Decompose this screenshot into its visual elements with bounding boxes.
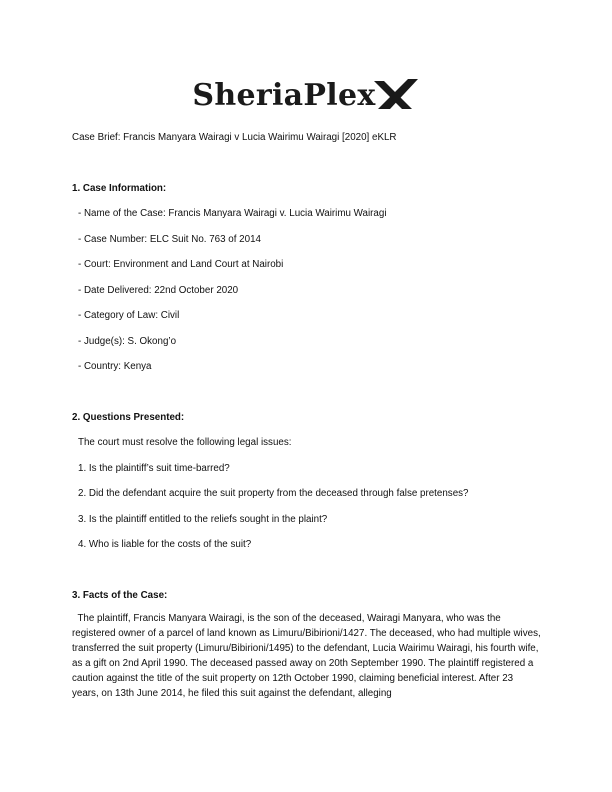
section-heading-questions-presented: 2. Questions Presented:: [72, 412, 185, 423]
section-heading-case-information: 1. Case Information:: [72, 183, 167, 194]
section-heading-facts: 3. Facts of the Case:: [72, 590, 168, 601]
case-info-item: - Name of the Case: Francis Manyara Wairagi v. Lucia Wairimu Wairagi: [78, 208, 387, 219]
facts-paragraph-text: The plaintiff, Francis Manyara Wairagi, is the son of the deceased, Wairagi Manyara, who was the registered owner of a parcel of land known as Limuru/Bibirioni/1427. The deceased, who had multiple wives, transferred the suit property (Limuru/Bibirioni/1495) to the defendant, Lucia Wairimu Wairagi, his fourth wife, as a gift on 2nd April 1990. The deceased passed away on 20th September 1990. The plaintiff registered a caution against the title of the suit property on 12th October 1990, claiming beneficial interest. After 23 years, on 13th June 2014, he filed this suit against the defendant, alleging: [72, 613, 541, 699]
facts-paragraph: [72, 611, 542, 701]
sheriaplex-logo: [0, 78, 612, 114]
case-info-item: - Court: Environment and Land Court at Nairobi: [78, 259, 284, 270]
logo-wordmark: SheriaPlex: [192, 78, 376, 113]
document-title: Case Brief: Francis Manyara Wairagi v Lucia Wairimu Wairagi [2020] eKLR: [72, 132, 397, 143]
question-item: 1. Is the plaintiff’s suit time-barred?: [78, 463, 230, 474]
case-info-item: - Category of Law: Civil: [78, 310, 180, 321]
case-info-item: - Country: Kenya: [78, 361, 152, 372]
logo-x-mark-icon: [372, 79, 420, 111]
question-item: 4. Who is liable for the costs of the suit?: [78, 539, 252, 550]
case-info-item: - Case Number: ELC Suit No. 763 of 2014: [78, 234, 261, 245]
case-info-item: - Judge(s): S. Okong’o: [78, 336, 177, 347]
case-info-item: - Date Delivered: 22nd October 2020: [78, 285, 239, 296]
question-item: 2. Did the defendant acquire the suit property from the deceased through false pretenses?: [78, 488, 469, 499]
questions-intro: The court must resolve the following legal issues:: [78, 437, 292, 448]
question-item: 3. Is the plaintiff entitled to the reliefs sought in the plaint?: [78, 514, 328, 525]
